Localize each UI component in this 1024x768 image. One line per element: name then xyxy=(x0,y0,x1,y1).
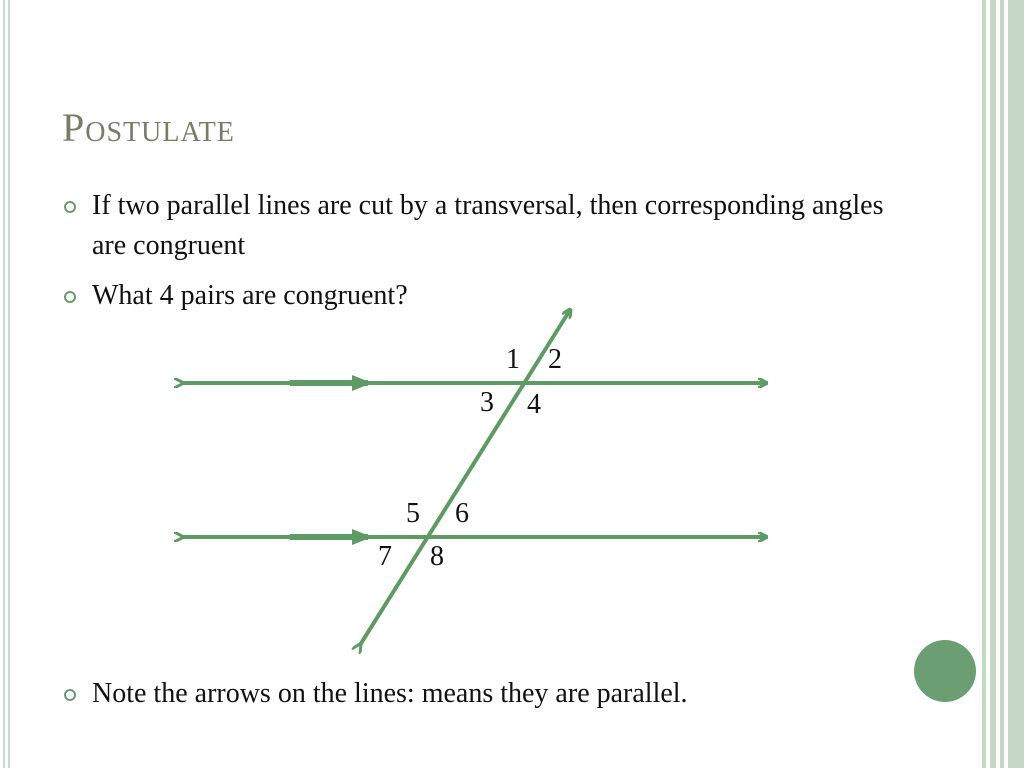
parallel-mark-arrowhead-bottom xyxy=(352,529,372,545)
slide-title: Postulate xyxy=(62,105,235,150)
angle-label-8: 8 xyxy=(430,541,444,572)
angle-label-3: 3 xyxy=(480,387,494,418)
angle-label-4: 4 xyxy=(527,389,541,420)
decorative-circle xyxy=(914,640,976,702)
bullet-text: Note the arrows on the lines: means they are parallel. xyxy=(92,678,688,709)
parallel-mark-arrowhead-top xyxy=(352,375,372,391)
angle-label-7: 7 xyxy=(378,541,392,572)
transversal-line xyxy=(360,310,570,645)
angle-label-5: 5 xyxy=(406,498,420,529)
angle-label-2: 2 xyxy=(548,344,562,375)
bullet-text: What 4 pairs are congruent? xyxy=(92,280,408,311)
angle-label-6: 6 xyxy=(455,498,469,529)
bullet-text: If two parallel lines are cut by a transversal, then corresponding angles are congruent xyxy=(92,190,884,261)
angle-label-1: 1 xyxy=(506,344,520,375)
